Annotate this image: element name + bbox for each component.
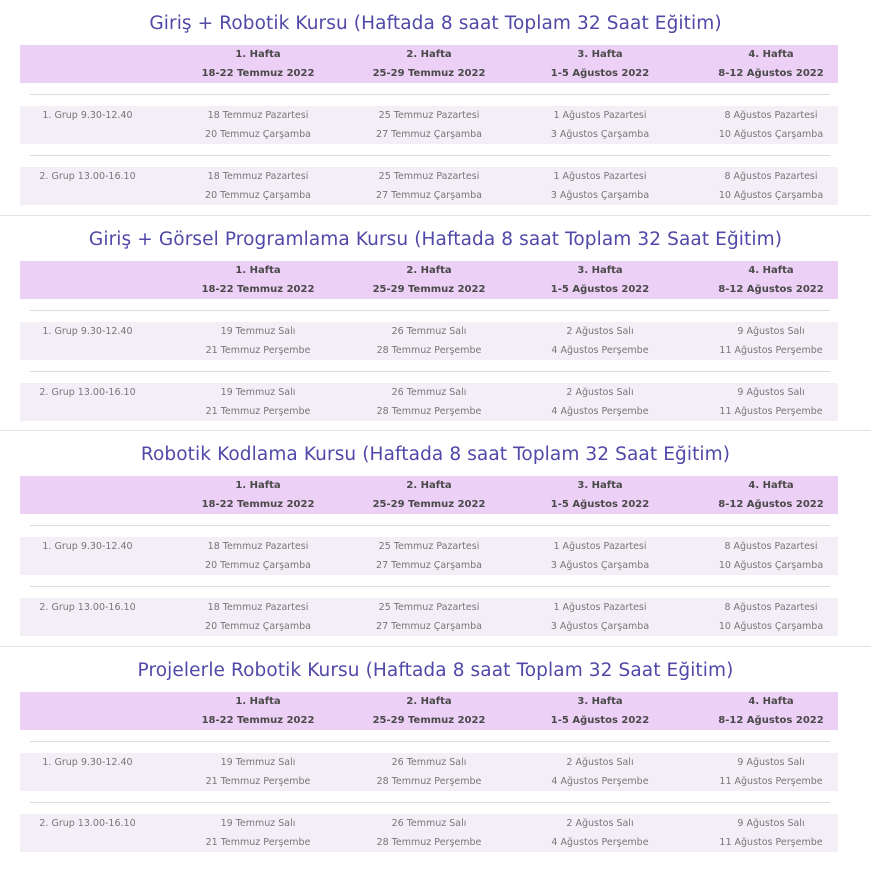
session-day-2: 11 Ağustos Perşembe	[719, 406, 823, 417]
schedule-header	[20, 692, 838, 730]
group-label: 1. Grup 9.30-12.40	[42, 326, 133, 337]
session-day-1: 8 Ağustos Pazartesi	[724, 602, 818, 613]
week-dates: 1-5 Ağustos 2022	[550, 68, 650, 79]
group-label: 2. Grup 13.00-16.10	[39, 171, 136, 182]
session-day-2: 21 Temmuz Perşembe	[205, 837, 311, 848]
week-label: 4. Hafta	[748, 696, 794, 707]
course-title: Projelerle Robotik Kursu (Haftada 8 saat Toplam 32 Saat Eğitim)	[137, 660, 734, 681]
session-day-1: 19 Temmuz Salı	[220, 818, 296, 829]
row-separator	[30, 155, 830, 156]
group-label: 2. Grup 13.00-16.10	[39, 602, 136, 613]
week-dates: 18-22 Temmuz 2022	[201, 68, 315, 79]
course-section	[0, 647, 871, 863]
session-day-1: 26 Temmuz Salı	[391, 818, 467, 829]
week-label: 1. Hafta	[235, 49, 281, 60]
week-label: 1. Hafta	[235, 696, 281, 707]
week-dates: 8-12 Ağustos 2022	[718, 284, 824, 295]
schedule-row	[20, 106, 838, 144]
session-day-1: 26 Temmuz Salı	[391, 326, 467, 337]
session-day-1: 18 Temmuz Pazartesi	[207, 541, 309, 552]
week-dates: 1-5 Ağustos 2022	[550, 499, 650, 510]
course-title: Robotik Kodlama Kursu (Haftada 8 saat Toplam 32 Saat Eğitim)	[140, 444, 731, 465]
week-dates: 18-22 Temmuz 2022	[201, 284, 315, 295]
group-label: 1. Grup 9.30-12.40	[42, 757, 133, 768]
week-label: 3. Hafta	[577, 265, 623, 276]
session-day-2: 4 Ağustos Perşembe	[551, 406, 649, 417]
session-day-1: 8 Ağustos Pazartesi	[724, 171, 818, 182]
week-label: 1. Hafta	[235, 480, 281, 491]
week-dates: 25-29 Temmuz 2022	[372, 499, 486, 510]
session-day-1: 26 Temmuz Salı	[391, 387, 467, 398]
schedule-row	[20, 322, 838, 360]
session-day-2: 27 Temmuz Çarşamba	[376, 190, 482, 201]
schedule-header	[20, 476, 838, 514]
session-day-1: 1 Ağustos Pazartesi	[553, 110, 647, 121]
session-day-2: 10 Ağustos Çarşamba	[718, 560, 824, 571]
session-day-2: 11 Ağustos Perşembe	[719, 776, 823, 787]
group-label: 1. Grup 9.30-12.40	[42, 110, 133, 121]
session-day-1: 25 Temmuz Pazartesi	[378, 541, 480, 552]
session-day-1: 26 Temmuz Salı	[391, 757, 467, 768]
week-dates: 25-29 Temmuz 2022	[372, 715, 486, 726]
week-dates: 8-12 Ağustos 2022	[718, 499, 824, 510]
session-day-2: 28 Temmuz Perşembe	[376, 406, 482, 417]
week-label: 3. Hafta	[577, 480, 623, 491]
session-day-1: 25 Temmuz Pazartesi	[378, 171, 480, 182]
session-day-2: 10 Ağustos Çarşamba	[718, 190, 824, 201]
session-day-2: 27 Temmuz Çarşamba	[376, 621, 482, 632]
session-day-1: 18 Temmuz Pazartesi	[207, 602, 309, 613]
session-day-2: 28 Temmuz Perşembe	[376, 345, 482, 356]
session-day-2: 27 Temmuz Çarşamba	[376, 560, 482, 571]
week-dates: 1-5 Ağustos 2022	[550, 284, 650, 295]
week-dates: 18-22 Temmuz 2022	[201, 499, 315, 510]
week-dates: 8-12 Ağustos 2022	[718, 715, 824, 726]
session-day-1: 9 Ağustos Salı	[737, 387, 805, 398]
course-title: Giriş + Robotik Kursu (Haftada 8 saat Toplam 32 Saat Eğitim)	[149, 13, 722, 34]
session-day-1: 2 Ağustos Salı	[566, 818, 634, 829]
session-day-1: 18 Temmuz Pazartesi	[207, 110, 309, 121]
session-day-1: 1 Ağustos Pazartesi	[553, 171, 647, 182]
group-label: 1. Grup 9.30-12.40	[42, 541, 133, 552]
week-dates: 1-5 Ağustos 2022	[550, 715, 650, 726]
session-day-2: 10 Ağustos Çarşamba	[718, 621, 824, 632]
session-day-1: 19 Temmuz Salı	[220, 757, 296, 768]
session-day-2: 28 Temmuz Perşembe	[376, 776, 482, 787]
session-day-2: 3 Ağustos Çarşamba	[550, 560, 650, 571]
week-label: 2. Hafta	[406, 265, 452, 276]
row-separator	[30, 586, 830, 587]
row-separator	[30, 802, 830, 803]
week-label: 2. Hafta	[406, 480, 452, 491]
session-day-1: 9 Ağustos Salı	[737, 326, 805, 337]
group-label: 2. Grup 13.00-16.10	[39, 387, 136, 398]
session-day-2: 20 Temmuz Çarşamba	[205, 621, 311, 632]
session-day-1: 8 Ağustos Pazartesi	[724, 541, 818, 552]
schedule-row	[20, 537, 838, 575]
session-day-2: 20 Temmuz Çarşamba	[205, 129, 311, 140]
week-dates: 8-12 Ağustos 2022	[718, 68, 824, 79]
week-label: 3. Hafta	[577, 696, 623, 707]
row-separator	[30, 310, 830, 311]
session-day-1: 25 Temmuz Pazartesi	[378, 110, 480, 121]
row-separator	[30, 371, 830, 372]
session-day-2: 4 Ağustos Perşembe	[551, 837, 649, 848]
schedule-row	[20, 598, 838, 636]
schedule-row	[20, 814, 838, 852]
session-day-1: 2 Ağustos Salı	[566, 387, 634, 398]
session-day-2: 11 Ağustos Perşembe	[719, 837, 823, 848]
session-day-1: 1 Ağustos Pazartesi	[553, 602, 647, 613]
session-day-2: 3 Ağustos Çarşamba	[550, 621, 650, 632]
course-title: Giriş + Görsel Programlama Kursu (Haftada 8 saat Toplam 32 Saat Eğitim)	[88, 229, 783, 250]
session-day-2: 28 Temmuz Perşembe	[376, 837, 482, 848]
week-label: 2. Hafta	[406, 696, 452, 707]
session-day-2: 21 Temmuz Perşembe	[205, 406, 311, 417]
week-label: 4. Hafta	[748, 265, 794, 276]
session-day-2: 11 Ağustos Perşembe	[719, 345, 823, 356]
session-day-2: 3 Ağustos Çarşamba	[550, 190, 650, 201]
week-dates: 25-29 Temmuz 2022	[372, 284, 486, 295]
session-day-2: 20 Temmuz Çarşamba	[205, 190, 311, 201]
course-section	[0, 0, 871, 216]
schedule-header	[20, 45, 838, 83]
session-day-1: 9 Ağustos Salı	[737, 818, 805, 829]
session-day-2: 4 Ağustos Perşembe	[551, 345, 649, 356]
week-dates: 25-29 Temmuz 2022	[372, 68, 486, 79]
session-day-1: 25 Temmuz Pazartesi	[378, 602, 480, 613]
week-label: 2. Hafta	[406, 49, 452, 60]
session-day-1: 2 Ağustos Salı	[566, 326, 634, 337]
schedule-row	[20, 167, 838, 205]
week-dates: 18-22 Temmuz 2022	[201, 715, 315, 726]
schedule-header	[20, 261, 838, 299]
session-day-1: 2 Ağustos Salı	[566, 757, 634, 768]
row-separator	[30, 94, 830, 95]
session-day-2: 3 Ağustos Çarşamba	[550, 129, 650, 140]
session-day-2: 10 Ağustos Çarşamba	[718, 129, 824, 140]
course-section	[0, 431, 871, 647]
week-label: 1. Hafta	[235, 265, 281, 276]
session-day-1: 1 Ağustos Pazartesi	[553, 541, 647, 552]
session-day-1: 19 Temmuz Salı	[220, 326, 296, 337]
schedule-row	[20, 753, 838, 791]
session-day-1: 19 Temmuz Salı	[220, 387, 296, 398]
session-day-2: 4 Ağustos Perşembe	[551, 776, 649, 787]
session-day-1: 18 Temmuz Pazartesi	[207, 171, 309, 182]
row-separator	[30, 525, 830, 526]
session-day-2: 21 Temmuz Perşembe	[205, 345, 311, 356]
session-day-1: 8 Ağustos Pazartesi	[724, 110, 818, 121]
week-label: 4. Hafta	[748, 49, 794, 60]
session-day-2: 20 Temmuz Çarşamba	[205, 560, 311, 571]
session-day-2: 21 Temmuz Perşembe	[205, 776, 311, 787]
session-day-2: 27 Temmuz Çarşamba	[376, 129, 482, 140]
session-day-1: 9 Ağustos Salı	[737, 757, 805, 768]
course-section	[0, 216, 871, 431]
week-label: 3. Hafta	[577, 49, 623, 60]
schedule-row	[20, 383, 838, 421]
row-separator	[30, 741, 830, 742]
week-label: 4. Hafta	[748, 480, 794, 491]
group-label: 2. Grup 13.00-16.10	[39, 818, 136, 829]
